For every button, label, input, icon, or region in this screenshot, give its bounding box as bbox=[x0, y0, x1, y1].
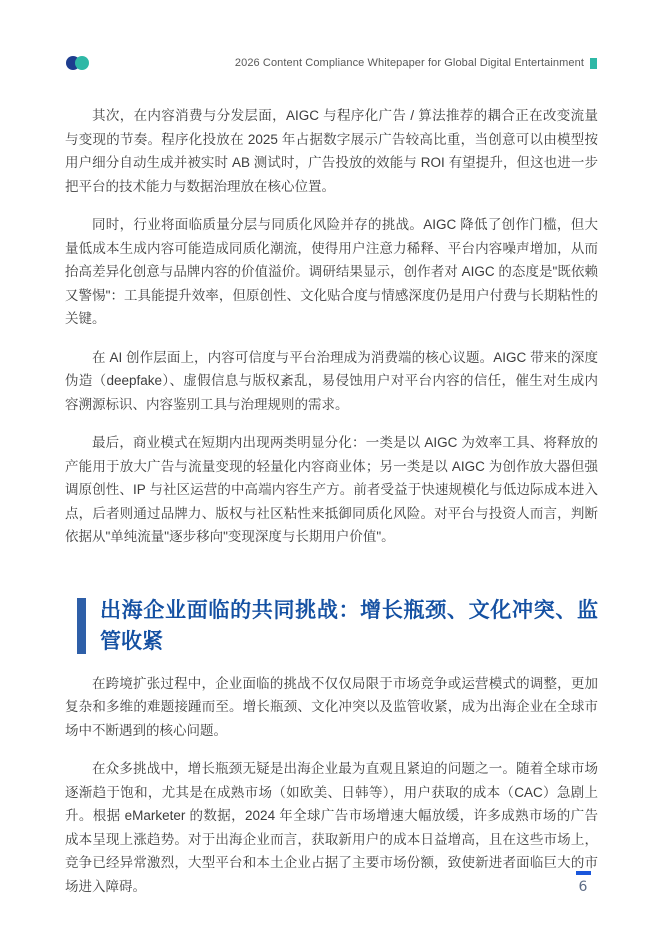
heading-accent-bar bbox=[77, 598, 86, 654]
page-header bbox=[66, 53, 597, 73]
footer-accent-bar bbox=[576, 871, 591, 875]
page-number: 6 bbox=[578, 879, 588, 895]
paragraph-quality-homogenization: 同时，行业将面临质量分层与同质化风险并存的挑战。AIGC 降低了创作门槛，但大量低成本生成内容可能造成同质化潮流，使得用户注意力稀释、平台内容噪声增加，从而抬高差异化创意与品牌内容的价值溢价。调研结果显示，创作者对 AIGC 的态度是"既依赖又警惕"：工具能提升效率，但原创性、文化贴合度与情感深度仍是用户付费与长期粘性的关键。 bbox=[65, 217, 598, 326]
paragraph-aigc-distribution: 其次，在内容消费与分发层面，AIGC 与程序化广告 / 算法推荐的耦合正在改变流量与变现的节奏。程序化投放在 2025 年占据数字展示广告较高比重，当创意可以由模型按用户细分自动生成并被实时 AB 测试时，广告投放的效能与 ROI 有望提升，但这也进一步把平台的技术能力与数据治理放在核心位置。 bbox=[65, 108, 598, 194]
document-body bbox=[65, 104, 598, 913]
section-heading-text: 出海企业面临的共同挑战：增长瓶颈、文化冲突、监管收紧 bbox=[100, 598, 598, 653]
logo-circle-teal-icon bbox=[75, 56, 89, 70]
paragraph-content-trust: 在 AI 创作层面上，内容可信度与平台治理成为消费端的核心议题。AIGC 带来的深度伪造（deepfake）、虚假信息与版权紊乱，易侵蚀用户对平台内容的信任，催生对生成内容溯源标识、内容鉴别工具与治理规则的需求。 bbox=[65, 349, 598, 412]
page-footer bbox=[574, 871, 592, 896]
section-heading bbox=[65, 595, 598, 657]
header-accent-bar bbox=[590, 58, 597, 69]
header-title: 2026 Content Compliance Whitepaper for Global Digital Entertainment bbox=[234, 57, 584, 69]
brand-logo-icon bbox=[66, 56, 91, 71]
paragraph-business-model-split: 最后，商业模式在短期内出现两类明显分化：一类是以 AIGC 为效率工具、将释放的产能用于放大广告与流量变现的轻量化内容商业体；另一类是以 AIGC 为创作放大器但强调原创性、IP 与社区运营的中高端内容生产方。前者受益于快速规模化与低边际成本进入点，后者则通过品牌力、版权与社区粘性来抵御同质化风险。对平台与投资人而言，判断依据从"单纯流量"逐步移向"变现深度与长期用户价值"。 bbox=[65, 435, 598, 544]
paragraph-growth-bottleneck: 在众多挑战中，增长瓶颈无疑是出海企业最为直观且紧迫的问题之一。随着全球市场逐渐趋于饱和，尤其是在成熟市场（如欧美、日韩等），用户获取的成本（CAC）急剧上升。根据 eMarketer 的数据，2024 年全球广告市场增速大幅放缓，许多成熟市场的广告成本呈现上涨趋势。对于出海企业而言，获取新用户的成本日益增高，且在这些市场上，竞争已经异常激烈，大型平台和本土企业占据了主要市场份额，致使新进者面临巨大的市场进入障碍。 bbox=[65, 761, 598, 894]
paragraph-overseas-challenges: 在跨境扩张过程中，企业面临的挑战不仅仅局限于市场竞争或运营模式的调整，更加复杂和多维的难题接踵而至。增长瓶颈、文化冲突以及监管收紧，成为出海企业在全球市场中不断遇到的核心问题。 bbox=[65, 675, 598, 738]
